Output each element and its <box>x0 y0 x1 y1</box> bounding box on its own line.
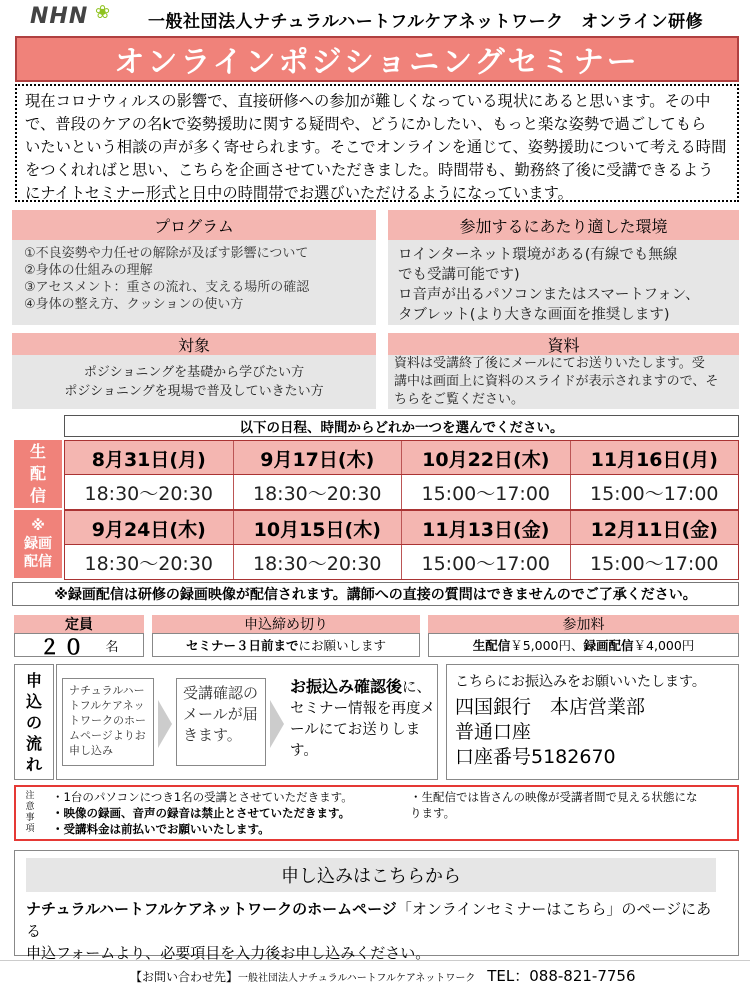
program-list <box>24 245 374 313</box>
recording-note: ※録画配信は研修の録画映像が配信されます。講師への直接の質問はできませんのでご了承ください。 <box>12 582 739 606</box>
footer-tel: TEL：088-821-7756 <box>487 967 636 985</box>
schedule-date: 12月11日(金) <box>590 518 718 541</box>
caution-right: ・生配信では皆さんの映像が受講者間で見える状態にな ります。 <box>410 790 698 820</box>
flow-step-1: ナチュラルハートフルケアネットワークのホームページよりお申し込み <box>62 678 154 766</box>
capacity-heading: 定員 <box>14 615 144 633</box>
capacity-value: ２０ <box>39 634 88 659</box>
target-box: ポジショニングを基礎から学びたい方 ポジショニングを現場で普及していきたい方 <box>12 355 376 409</box>
schedule-heading: 以下の日程、時間からどれか一つを選んでください。 <box>64 415 739 437</box>
recorded-time-row <box>64 544 739 580</box>
schedule-time: 15:00～17:00 <box>571 545 739 579</box>
schedule-date: 8月31日(月) <box>65 441 234 475</box>
logo: NHN <box>30 4 89 29</box>
program-item: ①不良姿勢や力任せの解除が及ぼす影響について <box>24 246 309 261</box>
flow-step-3: お振込み確認後に、セミナー情報を再度メールにてお送りします。 <box>290 677 435 759</box>
program-item: ②身体の仕組みの理解 <box>24 263 153 278</box>
deadline-box: セミナー３日前まで にお願いします <box>152 633 420 657</box>
fee-heading: 参加料 <box>428 615 739 633</box>
schedule-date: 11月13日(金) <box>402 511 571 545</box>
deadline-heading: 申込締め切り <box>152 615 420 633</box>
page-title: オンラインポジショニングセミナー <box>15 36 739 82</box>
schedule-date: 10月15日(木) <box>234 511 403 545</box>
capacity-unit: 名 <box>105 639 119 655</box>
leaf-icon: ❀ <box>95 2 111 23</box>
live-label: 生 配 信 <box>14 440 62 508</box>
arrow-right-icon <box>270 700 284 748</box>
footer: 【お問い合わせ先】一般社団法人ナチュラルハートフルケアネットワーク TEL：088-821-7756 <box>130 967 636 985</box>
schedule-date: 10月22日(木) <box>402 441 571 475</box>
recorded-label: ※ 録画 配信 <box>14 510 62 578</box>
schedule-time: 18:30～20:30 <box>234 545 403 579</box>
program-item: ③アセスメント：重さの流れ、支える場所の確認 <box>24 280 310 295</box>
schedule-time: 15:00～17:00 <box>402 475 571 509</box>
schedule-time: 18:30～20:30 <box>65 475 234 509</box>
materials-heading: 資料 <box>388 333 739 355</box>
schedule-date: 11月16日(月) <box>590 448 718 471</box>
live-date-row <box>64 440 739 476</box>
schedule-time: 15:00～17:00 <box>571 475 739 509</box>
caution-label: 注 意 事 項 <box>25 791 35 834</box>
program-heading: プログラム <box>12 210 376 240</box>
bank-line: 普通口座 <box>455 721 532 743</box>
materials-box: 資料は受講終了後にメールにてお送りいたします。受 講中は画面上に資料のスライドが表示されますので、そ ちらをご覧ください。 <box>388 355 739 409</box>
caution-left: ・1台のパソコンにつき1名の受講とさせていただきます。 ・映像の録画、音声の録音は禁止とさせていただきます。 ・受講料金は前払いでお願いいたします。 <box>52 790 353 836</box>
program-item: ④身体の整え方、クッションの使い方 <box>24 297 244 312</box>
bank-box <box>446 664 739 780</box>
homepage-link[interactable]: ナチュラルハートフルケアネットワークのホームページ <box>26 900 397 918</box>
schedule-date: 9月24日(木) <box>65 511 234 545</box>
schedule-time: 18:30～20:30 <box>234 475 403 509</box>
schedule-time: 18:30～20:30 <box>65 545 234 579</box>
bank-line: 口座番号5182670 <box>455 746 616 768</box>
arrow-right-icon <box>158 700 172 748</box>
environment-heading: 参加するにあたり適した環境 <box>388 210 739 240</box>
capacity-value-box <box>14 633 144 657</box>
apply-text: ナチュラルハートフルケアネットワークのホームページ「オンラインセミナーはこちら」のページにある 申込フォームより、必要項目を入力後お申し込みください。 <box>26 900 712 962</box>
bank-line: 四国銀行 本店営業部 <box>455 696 646 718</box>
environment-list: ロインターネット環境がある(有線でも無線 でも受講可能です) ロ音声が出るパソコンまたはスマートフォン、 タブレット(より大きな画面を推奨します) <box>398 247 700 323</box>
flow-label: 申 込 の 流 れ <box>14 664 54 780</box>
recorded-date-row <box>64 510 739 546</box>
schedule-date: 9月17日(木) <box>234 441 403 475</box>
intro-text: 現在コロナウィルスの影響で、直接研修への参加が難しくなっている現状にあると思います。その中 で、普段のケアの名kで姿勢援助に関する疑問や、どうにかしたい、もっと楽な姿勢で過ごしてもら いたいという相談の声が多く寄せられます。そこでオンラインを通じて、姿勢援助について考える時間 をつくれればと思い、こちらを企画させていただきました。時間帯も、勤務終了後に受講できるよう にナイトセミナー形式と日中の時間帯でお選びいただけるようになっています。 <box>15 84 739 202</box>
apply-heading: 申し込みはこちらから <box>26 858 716 892</box>
target-heading: 対象 <box>12 333 376 355</box>
live-time-row <box>64 474 739 510</box>
org-title: 一般社団法人ナチュラルハートフルケアネットワーク オンライン研修 <box>148 12 704 32</box>
schedule-time: 15:00～17:00 <box>402 545 571 579</box>
bank-intro: こちらにお振込みをお願いいたします。 <box>455 674 706 690</box>
flow-step-2: 受講確認のメールが届きます。 <box>176 678 266 766</box>
fee-box: 生配信 ￥5,000円、 録画配信 ￥4,000円 <box>428 633 739 657</box>
